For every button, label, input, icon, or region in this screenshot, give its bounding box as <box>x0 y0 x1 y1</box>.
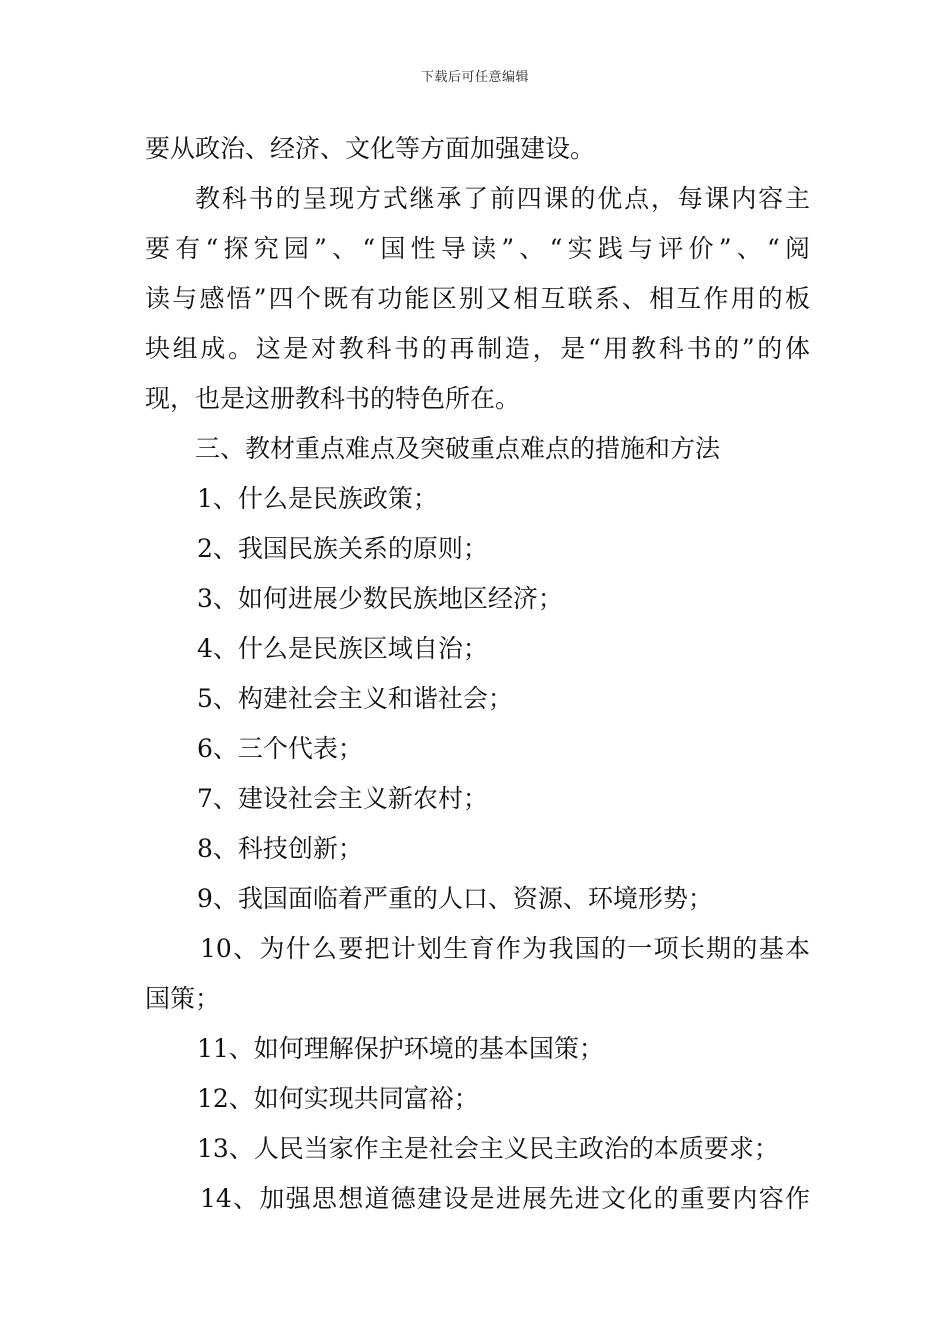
section-heading: 三、教材重点难点及突破重点难点的措施和方法 <box>195 434 721 463</box>
list-item: 10、为什么要把计划生育作为我国的一项长期的基本 <box>200 934 810 963</box>
paragraph-line: 现，也是这册教科书的特色所在。 <box>145 384 521 413</box>
list-item: 3、如何进展少数民族地区经济； <box>197 584 563 613</box>
list-item: 7、建设社会主义新农村； <box>197 784 488 813</box>
list-item-continuation: 国策； <box>145 984 221 1013</box>
document-body <box>145 124 810 1224</box>
paragraph-line: 教科书的呈现方式继承了前四课的优点，每课内容主 <box>195 184 810 213</box>
list-item: 12、如何实现共同富裕； <box>197 1084 479 1113</box>
list-item: 14、加强思想道德建设是进展先进文化的重要内容作 <box>200 1184 810 1213</box>
list-item: 11、如何理解保护环境的基本国策； <box>197 1034 604 1063</box>
paragraph-line: 读与感悟”四个既有功能区别又相互联系、相互作用的板 <box>145 284 810 313</box>
page-header-note: 下载后可任意编辑 <box>420 70 529 85</box>
list-item: 13、人民当家作主是社会主义民主政治的本质要求； <box>197 1134 779 1163</box>
paragraph-line: 要从政治、经济、文化等方面加强建设。 <box>145 134 596 163</box>
list-item: 1、什么是民族政策； <box>197 484 438 513</box>
list-item: 8、科技创新； <box>197 834 363 863</box>
list-item: 2、我国民族关系的原则； <box>197 534 488 563</box>
list-item: 6、三个代表； <box>197 734 363 763</box>
paragraph-line: 块组成。这是对教科书的再制造，是“用教科书的”的体 <box>145 334 810 363</box>
list-item: 9、我国面临着严重的人口、资源、环境形势； <box>197 884 713 913</box>
paragraph-line: 要有“探究园”、“国性导读”、“实践与评价”、“阅 <box>145 234 810 263</box>
list-item: 4、什么是民族区域自治； <box>197 634 488 663</box>
list-item: 5、构建社会主义和谐社会； <box>197 684 513 713</box>
